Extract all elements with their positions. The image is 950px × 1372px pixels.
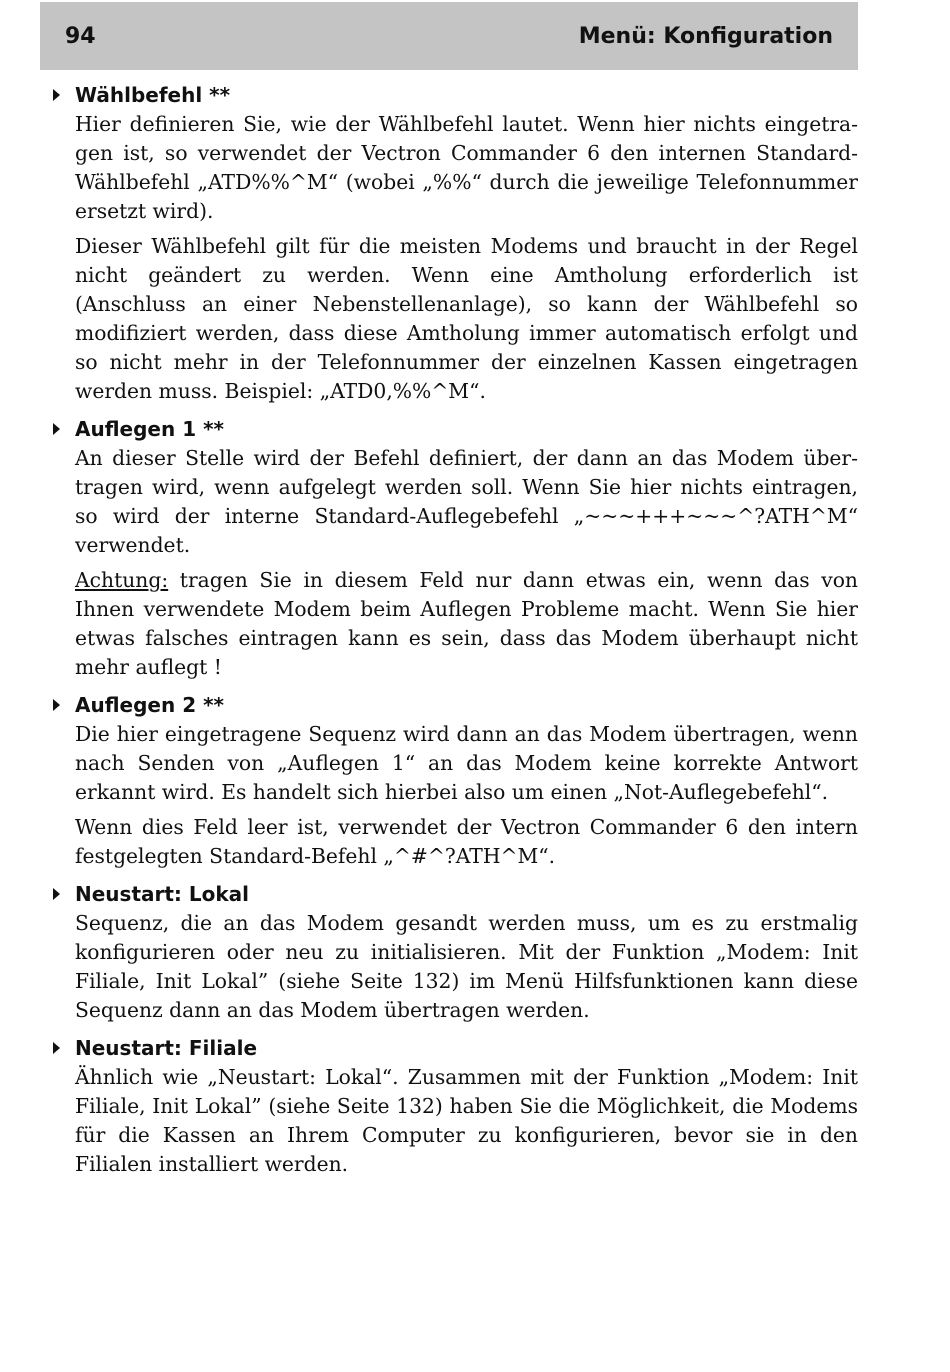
section-heading xyxy=(50,690,858,720)
page-number: 94 xyxy=(65,23,96,49)
bullet-arrow-icon xyxy=(53,699,60,711)
page-header xyxy=(40,2,858,70)
section-neustart-filiale xyxy=(50,1033,858,1179)
paragraph: Die hier eingetragene Sequenz wird dann an das Modem übertragen, wenn nach Senden von „Auflegen 1“ an das Modem keine korrekte Antwort erkannt wird. Es handelt sich hierbei also um einen „Not-Auflegebefehl“. xyxy=(75,722,858,804)
paragraph: Wenn dies Feld leer ist, verwendet der Vectron Commander 6 den intern festgelegten Standard-Befehl „^#^?ATH^M“. xyxy=(75,815,858,868)
paragraph: Ähnlich wie „Neustart: Lokal“. Zusammen mit der Funktion „Modem: Init Filiale, Init Lokal” (siehe Seite 132) haben Sie die Möglichkeit, die Modems für die Kassen an Ihrem Computer zu konfigurieren, bevor sie in den Filialen installiert werden. xyxy=(75,1065,858,1176)
section-heading xyxy=(50,414,858,444)
section-heading-text: Neustart: Lokal xyxy=(75,882,250,906)
bullet-arrow-icon xyxy=(53,888,60,900)
section-heading xyxy=(50,1033,858,1063)
bullet-arrow-icon xyxy=(53,1042,60,1054)
warning-text: tragen Sie in diesem Feld nur dann etwas ein, wenn das von Ihnen verwendete Modem beim Auflegen Probleme macht. Wenn Sie hier etwas falsches eintragen kann es sein, dass das Modem überhaupt nicht mehr auflegt ! xyxy=(75,568,858,679)
paragraph: Hier definieren Sie, wie der Wählbefehl lautet. Wenn hier nichts eingetragen ist, so verwendet der Vectron Commander 6 den internen Standard-Wählbefehl „ATD%%^M“ (wobei „%%“ durch die jeweilige Telefonnummer ersetzt wird). xyxy=(75,112,858,223)
section-heading xyxy=(50,80,858,110)
section-heading-text: Wählbefehl ** xyxy=(75,83,231,107)
section-heading xyxy=(50,879,858,909)
bullet-arrow-icon xyxy=(53,423,60,435)
page-title: Menü: Konfiguration xyxy=(578,23,833,49)
paragraph: Sequenz, die an das Modem gesandt werden muss, um es zu erstmalig konfigurieren oder neu zu initialisieren. Mit der Funktion „Modem: Init Filiale, Init Lokal” (siehe Seite 132) im Menü Hilfsfunktionen kann diese Sequenz dann an das Modem übertragen werden. xyxy=(75,911,858,1022)
paragraph: An dieser Stelle wird der Befehl definiert, der dann an das Modem übertragen wird, wenn aufgelegt werden soll. Wenn Sie hier nichts eintragen, so wird der interne Standard-Auflegebefehl „~~~+++~~~^?ATH^M“ verwendet. xyxy=(75,446,858,557)
section-auflegen-2 xyxy=(50,690,858,871)
page-content xyxy=(50,80,858,1187)
section-heading-text: Auflegen 1 ** xyxy=(75,417,224,441)
warning-label: Achtung: xyxy=(75,568,169,592)
bullet-arrow-icon xyxy=(53,89,60,101)
section-neustart-lokal xyxy=(50,879,858,1025)
section-heading-text: Neustart: Filiale xyxy=(75,1036,258,1060)
section-waehlbefehl xyxy=(50,80,858,406)
warning-paragraph xyxy=(75,566,858,682)
section-heading-text: Auflegen 2 ** xyxy=(75,693,224,717)
paragraph: Dieser Wählbefehl gilt für die meisten Modems und braucht in der Regel nicht geändert zu werden. Wenn eine Amtholung erforderlich ist (Anschluss an einer Nebenstellenanlage), so kann der Wählbefehl so modifiziert werden, dass diese Amtholung immer automatisch erfolgt und so nicht mehr in der Telefonnummer der einzelnen Kassen eingetragen werden muss. Beispiel: „ATD0,%%^M“. xyxy=(75,234,858,403)
section-auflegen-1 xyxy=(50,414,858,682)
